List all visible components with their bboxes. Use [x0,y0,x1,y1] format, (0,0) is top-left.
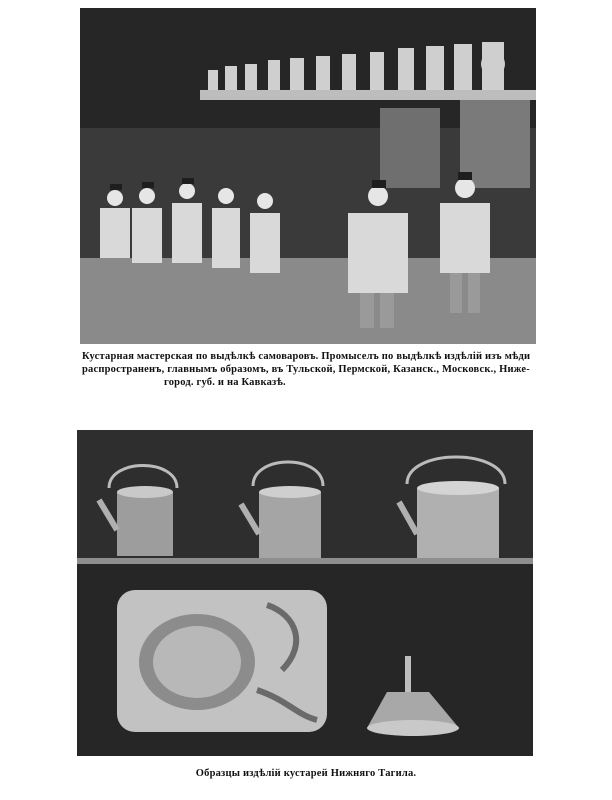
tray [117,590,327,732]
products-caption: Образцы издѣлій кустарей Нижняго Тагила. [195,768,417,779]
caption-line: город. губ. и на Кавказѣ. [164,377,286,388]
workshop-photo [80,8,536,344]
caption-line: Кустарная мастерская по выдѣлкѣ самоваровъ. Промыселъ по выдѣлкѣ издѣлій изъ мѣди [82,351,531,362]
products-photo [77,430,533,756]
caption-line: распространенъ, главнымъ образомъ, въ Тульской, Пермской, Казанск., Московск., Ниже- [82,364,530,375]
workshop-caption [82,350,536,389]
